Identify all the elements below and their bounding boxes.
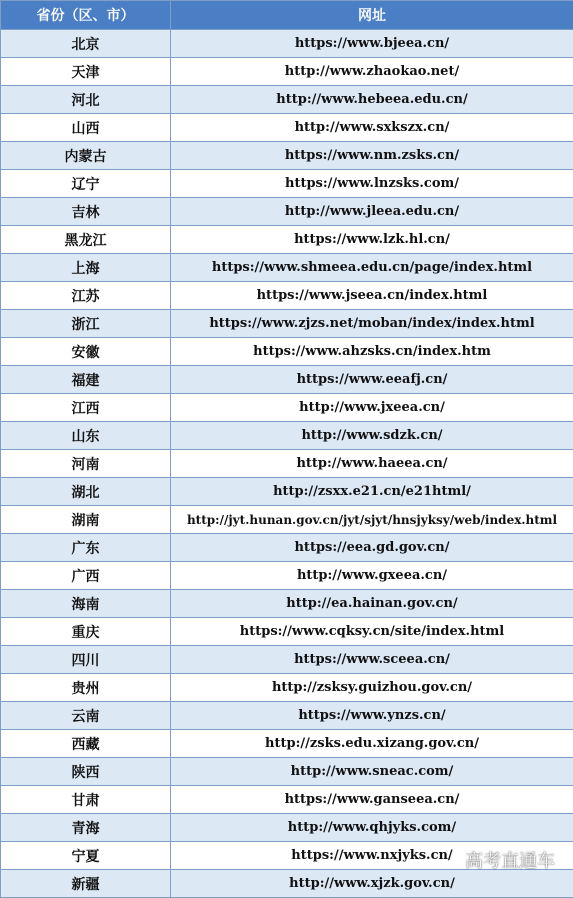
table-row [1,646,573,674]
url-link[interactable]: https://www.sceea.cn/ [171,646,573,674]
url-link[interactable]: https://eea.gd.gov.cn/ [171,534,573,562]
table-row [1,562,573,590]
province-cell: 河北 [1,86,171,114]
province-cell: 黑龙江 [1,226,171,254]
province-cell: 广东 [1,534,171,562]
table-row [1,590,573,618]
table-row [1,758,573,786]
table-row [1,114,573,142]
url-link[interactable]: http://ea.hainan.gov.cn/ [171,590,573,618]
province-cell: 河南 [1,450,171,478]
table-row [1,450,573,478]
table-row [1,226,573,254]
url-link[interactable]: http://jyt.hunan.gov.cn/jyt/sjyt/hnsjyksy/web/index.html [171,506,573,534]
province-cell: 青海 [1,814,171,842]
url-link[interactable]: https://www.lnzsks.com/ [171,170,573,198]
url-link[interactable]: http://www.haeea.cn/ [171,450,573,478]
table-row [1,198,573,226]
url-link[interactable]: https://www.lzk.hl.cn/ [171,226,573,254]
province-cell: 山东 [1,422,171,450]
header-province: 省份（区、市） [1,1,171,30]
table-row [1,842,573,870]
url-link[interactable]: http://www.jxeea.cn/ [171,394,573,422]
table-row [1,30,573,58]
url-link[interactable]: https://www.cqksy.cn/site/index.html [171,618,573,646]
province-cell: 吉林 [1,198,171,226]
table-row [1,730,573,758]
province-cell: 湖南 [1,506,171,534]
table-row [1,170,573,198]
province-cell: 广西 [1,562,171,590]
province-cell: 四川 [1,646,171,674]
table-row [1,618,573,646]
url-link[interactable]: http://www.hebeea.edu.cn/ [171,86,573,114]
url-link[interactable]: https://www.ahzsks.cn/index.htm [171,338,573,366]
table-row [1,786,573,814]
watermark-text: 高考直通车 [465,847,555,873]
table-row [1,366,573,394]
url-link[interactable]: https://www.jseea.cn/index.html [171,282,573,310]
table-row [1,506,573,534]
table-row [1,254,573,282]
header-url: 网址 [171,1,573,30]
province-cell: 陕西 [1,758,171,786]
table-row [1,534,573,562]
table-row [1,814,573,842]
url-link[interactable]: http://zsks.edu.xizang.gov.cn/ [171,730,573,758]
province-cell: 内蒙古 [1,142,171,170]
url-link[interactable]: http://www.sdzk.cn/ [171,422,573,450]
province-cell: 贵州 [1,674,171,702]
table-header-row [1,1,573,30]
province-cell: 甘肃 [1,786,171,814]
url-link[interactable]: http://zsxx.e21.cn/e21html/ [171,478,573,506]
province-cell: 西藏 [1,730,171,758]
province-cell: 海南 [1,590,171,618]
province-cell: 江苏 [1,282,171,310]
province-cell: 辽宁 [1,170,171,198]
table-row [1,422,573,450]
table-body [1,30,573,898]
url-link[interactable]: https://www.nxjyks.cn/ [171,842,573,870]
url-link[interactable]: https://www.nm.zsks.cn/ [171,142,573,170]
province-cell: 宁夏 [1,842,171,870]
province-cell: 新疆 [1,870,171,898]
url-link[interactable]: http://www.zhaokao.net/ [171,58,573,86]
url-link[interactable]: http://www.gxeea.cn/ [171,562,573,590]
table-row [1,58,573,86]
table-row [1,86,573,114]
url-link[interactable]: https://www.zjzs.net/moban/index/index.html [171,310,573,338]
table-row [1,142,573,170]
url-link[interactable]: https://www.bjeea.cn/ [171,30,573,58]
province-cell: 福建 [1,366,171,394]
url-link[interactable]: http://zsksy.guizhou.gov.cn/ [171,674,573,702]
url-link[interactable]: http://www.jleea.edu.cn/ [171,198,573,226]
table-row [1,674,573,702]
url-link[interactable]: https://www.shmeea.edu.cn/page/index.html [171,254,573,282]
table-row [1,282,573,310]
province-cell: 北京 [1,30,171,58]
province-cell: 云南 [1,702,171,730]
url-link[interactable]: http://www.xjzk.gov.cn/ [171,870,573,898]
province-cell: 湖北 [1,478,171,506]
url-link[interactable]: https://www.eeafj.cn/ [171,366,573,394]
url-link[interactable]: http://www.qhjyks.com/ [171,814,573,842]
table-row [1,394,573,422]
province-cell: 安徽 [1,338,171,366]
url-link[interactable]: http://www.sneac.com/ [171,758,573,786]
province-cell: 天津 [1,58,171,86]
table-row [1,310,573,338]
url-link[interactable]: https://www.ganseea.cn/ [171,786,573,814]
url-link[interactable]: http://www.sxkszx.cn/ [171,114,573,142]
table-row [1,338,573,366]
province-cell: 山西 [1,114,171,142]
table-row [1,702,573,730]
province-cell: 江西 [1,394,171,422]
province-cell: 浙江 [1,310,171,338]
province-cell: 重庆 [1,618,171,646]
table-row [1,478,573,506]
province-cell: 上海 [1,254,171,282]
url-link[interactable]: https://www.ynzs.cn/ [171,702,573,730]
table-row [1,870,573,898]
